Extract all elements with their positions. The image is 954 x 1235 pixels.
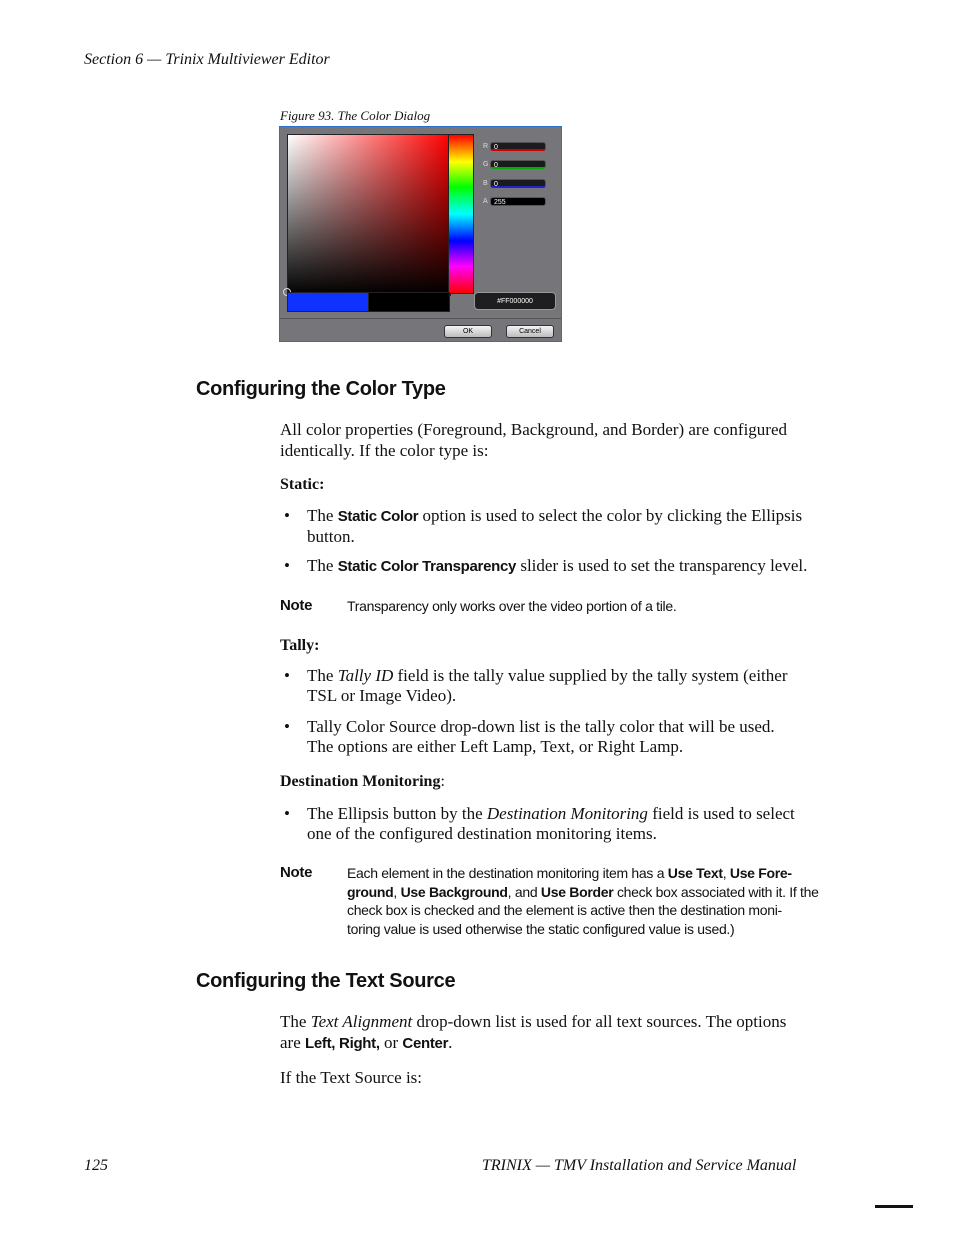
destination-bullet-1: The Ellipsis button by the Destination Monitoring field is used to select one of the configured destination monitoring items. (307, 804, 795, 843)
text-source-paragraph: If the Text Source is: (280, 1068, 423, 1087)
hex-value-field[interactable]: #FF000000 (474, 292, 556, 310)
term-destination-monitoring: Destination Monitoring (486, 804, 648, 823)
bullet-glyph: • (284, 804, 290, 823)
color-dialog (279, 126, 562, 342)
footer-rule (875, 1205, 913, 1208)
section-heading-text-source: Configuring the Text Source (196, 970, 456, 992)
destination-label: Destination Monitoring: (280, 773, 445, 790)
alpha-label: A (483, 198, 488, 205)
blue-field[interactable]: 0 (490, 179, 546, 188)
bullet-glyph: • (284, 666, 290, 685)
note-label: Note (280, 864, 313, 881)
bullet-glyph: • (284, 506, 290, 525)
note-text: Transparency only works over the video portion of a tile. (347, 598, 677, 614)
static-label: Static: (280, 476, 325, 493)
intro-line: identically. If the color type is: (280, 441, 489, 460)
saturation-value-picker[interactable] (287, 134, 451, 296)
tally-bullet-1: The Tally ID field is the tally value supplied by the tally system (either TSL or Image Video). (307, 666, 788, 705)
green-label: G (483, 161, 489, 168)
tally-bullet-2: Tally Color Source drop-down list is the tally color that will be used. The options are either Left Lamp, Text, or Right Lamp. (307, 717, 775, 756)
figure-caption: Figure 93. The Color Dialog (280, 108, 431, 123)
red-field[interactable]: 0 (490, 142, 546, 151)
running-header: Section 6 — Trinix Multiviewer Editor (84, 51, 330, 68)
intro-paragraph (280, 419, 787, 461)
footer-title: TRINIX — TMV Installation and Service Manual (482, 1157, 797, 1174)
new-color-swatch (287, 292, 369, 312)
dialog-divider (280, 318, 561, 319)
term-static-color: Static Color (337, 508, 419, 525)
term-tally-id: Tally ID (337, 666, 394, 685)
text-alignment-paragraph: The Text Alignment drop-down list is used for all text sources. The options are Left, Right, or Center. (280, 1012, 787, 1052)
hue-slider[interactable] (448, 134, 474, 294)
page-number: 125 (84, 1157, 108, 1174)
tally-label: Tally: (280, 637, 320, 654)
blue-label: B (483, 180, 488, 187)
green-field[interactable]: 0 (490, 160, 546, 169)
term-text-alignment: Text Alignment (310, 1012, 413, 1031)
note-text: Each element in the destination monitoring item has a Use Text, Use Fore- ground, Use Background, and Use Border check box associated with it. If the check box is checked and the element is active then the destination moni- toring value is used otherwise the static configured value is used.) (347, 865, 819, 937)
alpha-field[interactable]: 255 (490, 197, 546, 206)
cancel-button[interactable]: Cancel (506, 325, 554, 338)
intro-line: All color properties (Foreground, Background, and Border) are configured (280, 420, 788, 439)
static-bullet-2: The Static Color Transparency slider is used to set the transparency level. (307, 556, 808, 575)
red-label: R (483, 143, 489, 150)
section-heading-color-type: Configuring the Color Type (196, 378, 446, 400)
old-color-swatch (368, 292, 450, 312)
bullet-glyph: • (284, 717, 290, 736)
term-static-color-transparency: Static Color Transparency (337, 558, 517, 575)
ok-button[interactable]: OK (444, 325, 492, 338)
static-bullet-1: The Static Color option is used to select the color by clicking the Ellipsis button. (307, 506, 803, 546)
bullet-glyph: • (284, 556, 290, 575)
note-label: Note (280, 597, 313, 614)
